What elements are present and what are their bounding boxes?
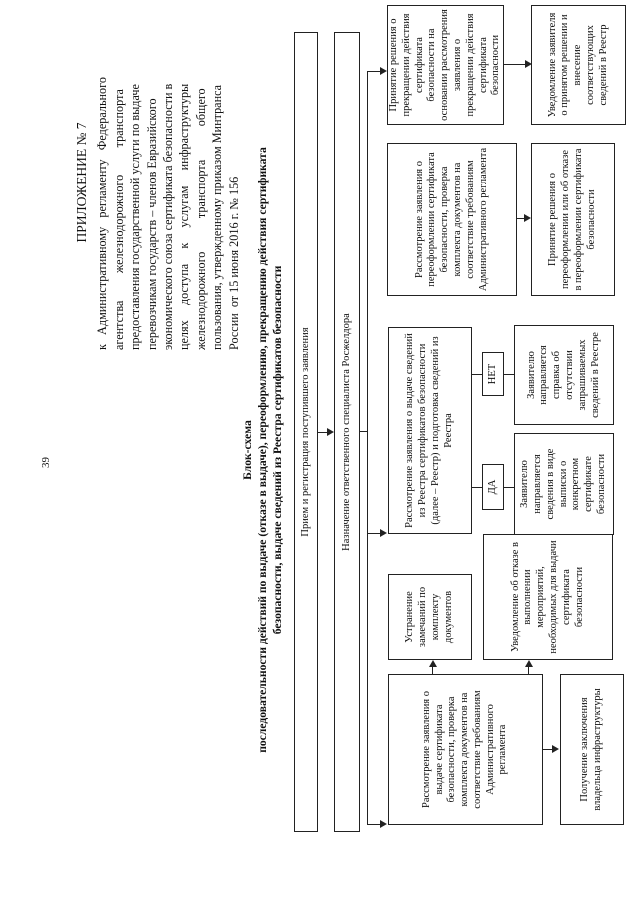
appendix-line: целях доступа к услугам инфраструктуры: [177, 83, 192, 350]
appendix-line: агентства железнодорожного транспорта: [111, 89, 126, 350]
appendix-line: предоставления государственной услуги по выдаче: [128, 84, 143, 350]
connector: [472, 487, 482, 488]
yes-box: ДА: [482, 464, 504, 510]
arrow-head: [327, 428, 334, 436]
arrow-head: [380, 820, 387, 828]
connector: [504, 487, 514, 488]
heading-title: Блок-схема: [241, 420, 254, 480]
arrow-head: [524, 214, 531, 222]
review-issue-box: Рассмотрение заявления о выдаче сертификата безопасности, проверка комплекта документов на соответствие требованиям Административного регламента: [388, 674, 543, 825]
arrow-head: [380, 67, 387, 75]
appendix-title: ПРИЛОЖЕНИЕ № 7: [74, 122, 89, 243]
connector: [367, 533, 381, 534]
refusal-notice-box: Уведомление об отказе в выполнении мероприятий, необходимых для выдачи сертификата безопасности: [483, 534, 613, 660]
absence-sent-box: Заявителю направляется справка об отсутствии запрашиваемых сведений в Реестре: [514, 325, 614, 425]
connector: [504, 64, 526, 65]
page-number: 39: [40, 457, 52, 468]
extract-sent-box: Заявителю направляется сведения в виде выписки о конкретном сертификате безопасности: [514, 433, 614, 535]
connector: [367, 824, 381, 825]
review-reissue-box: Рассмотрение заявления о переоформлении сертификата безопасности, проверка комплекта документов на соответствие требованиям Административного регламента: [387, 143, 517, 296]
reception-box: Прием и регистрация поступившего заявления: [294, 32, 318, 832]
arrow-head: [525, 660, 533, 667]
appendix-line: России от 15 июня 2016 г. № 156: [226, 176, 241, 350]
connector: [367, 71, 381, 72]
arrow-head: [552, 745, 559, 753]
connector: [504, 374, 514, 375]
appendix-line: пользования, утвержденному приказом Минтранса: [210, 84, 225, 350]
no-box: НЕТ: [482, 352, 504, 396]
heading-line: последовательности действий по выдаче (отказе в выдаче), переоформлению, прекращению действия сертификата: [256, 147, 269, 753]
appendix-block: [74, 15, 242, 350]
appendix-line: к Административному регламенту Федерального: [95, 77, 110, 350]
arrow-head: [380, 529, 387, 537]
flowchart-heading: [240, 5, 285, 895]
registry-review-box: Рассмотрение заявления о выдаче сведений из Реестра сертификатов безопасности (далее – Реестр) и подготовка сведений из Реестра: [388, 327, 472, 534]
decision-termination-box: Принятие решения о прекращении действия сертификата безопасности на основании рассмотрения заявления о прекращении действия сертификата безопасности: [387, 5, 504, 125]
appendix-line: экономического союза сертификата безопасности в: [161, 83, 176, 350]
decision-reissue-box: Принятие решения о переоформлении или об отказе в переоформлении сертификата безопасности: [531, 143, 615, 296]
infra-conclusion-box: Получение заключения владельца инфраструктуры: [560, 674, 624, 825]
appendix-line: перевозчикам государств – членов Евразийского: [144, 98, 159, 350]
connector: [472, 374, 482, 375]
arrow-head: [429, 660, 437, 667]
fix-remarks-box: Устранение замечаний по комплекту документов: [388, 574, 472, 660]
assignment-box: Назначение ответственного специалиста Росжелдора: [334, 32, 360, 832]
connector: [367, 71, 368, 825]
heading-line: безопасности, выдаче сведений из Реестра сертификатов безопасности: [271, 265, 284, 635]
termination-notice-box: Уведомление заявителя о принятом решении и внесение соответствующих сведений в Реестр: [531, 5, 626, 125]
appendix-line: железнодорожного транспорта общего: [193, 88, 208, 350]
